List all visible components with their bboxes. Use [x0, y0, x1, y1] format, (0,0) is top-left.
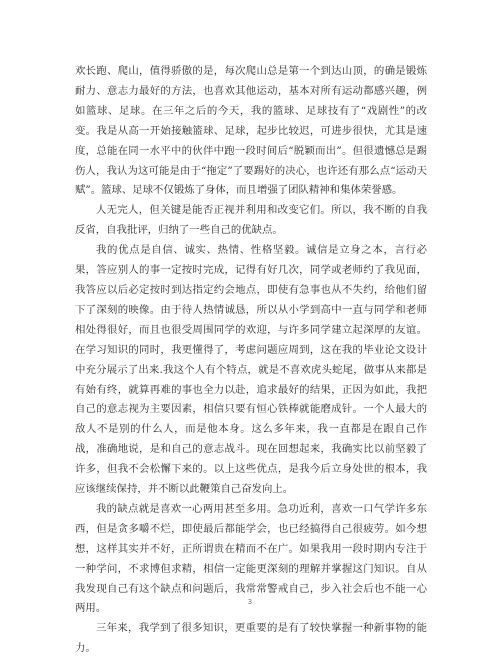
paragraph-5: 三年来，我学到了很多知识，更重要的是有了较快掌握一种新事物的能力。 [75, 622, 427, 655]
paragraph-1: 欢长跑、爬山，值得骄傲的是，每次爬山总是第一个到达山顶，的确是锻炼耐力、意志力最好的方法，也喜欢其他运动，基本对所有运动都感兴趣，例如篮球、足球。在三年之后的今天，我的篮球、足球技有了“戏剧性”的改变。我是从高一开始接触篮球、足球，起步比较迟，可进步很快，尤其是速度，总能在同一水平中的伙伴中跑一段时间后“脱颖而出”。但很遗憾总是踢伤人，我认为这可能是由于“拖定”了要踢好的决心，也许还有那么点“运动天赋”。篮球、足球不仅锻炼了身体，而且增强了团队精神和集体荣誉感。 [75, 65, 427, 197]
paragraph-4: 我的缺点就是喜欢一心两用甚至多用。急功近利，喜欢一口气学许多东西，但是贪多嚼不烂，即使最后都能学会，也已经搞得自己很疲劳。如今想想，这样其实并不好，正所谓贵在精而不在广。如果我用一段时期内专注于一种学问，不求博但求精，相信一定能更深刻的理解并掌握这门知识。自从我发现自己有这个缺点和问题后，我常常警戒自己，步入社会后也不能一心两用。 [75, 502, 427, 615]
paragraph-2: 人无完人，但关键是能否正视并利用和改变它们。所以，我不断的自我反省，自我批评，归纳了一些自己的优缺点。 [75, 204, 427, 237]
document-body [75, 62, 427, 659]
page-number: 3 [247, 598, 253, 606]
paragraph-3: 我的优点是自信、诚实、热情、性格坚毅。诚信是立身之本，言行必果，答应别人的事一定按时完成，记得有好几次，同学或老师约了我见面，我答应以后必定按时到达指定约会地点，即使有急事也从不失约，给他们留下了深刻的映像。由于待人热情诚恳，所以从小学到高中一直与同学和老师相处得很好，而且也很受周围同学的欢迎，与许多同学建立起深厚的友谊。在学习知识的同时，我更懂得了，考虑问题应周到，这在我的毕业论文设计中充分展示了出来.我这个人有个特点，就是不喜欢虎头蛇尾，做事从来都是有始有终，就算再难的事也全力以赴，追求最好的结果，正因为如此，我把自己的意志视为主要因素，相信只要有恒心铁棒就能磨成针。一个人最大的敌人不是别的什么人，而是他本身。这么多年来，我一直都是在跟自己作战，准确地说，是和自己的意志战斗。现在回想起来，我确实比以前坚毅了许多，但我不会松懈下来的。以上这些优点，是我今后立身处世的根本，我应该继续保持，并不断以此鞭策自己奋发向上。 [75, 244, 427, 496]
